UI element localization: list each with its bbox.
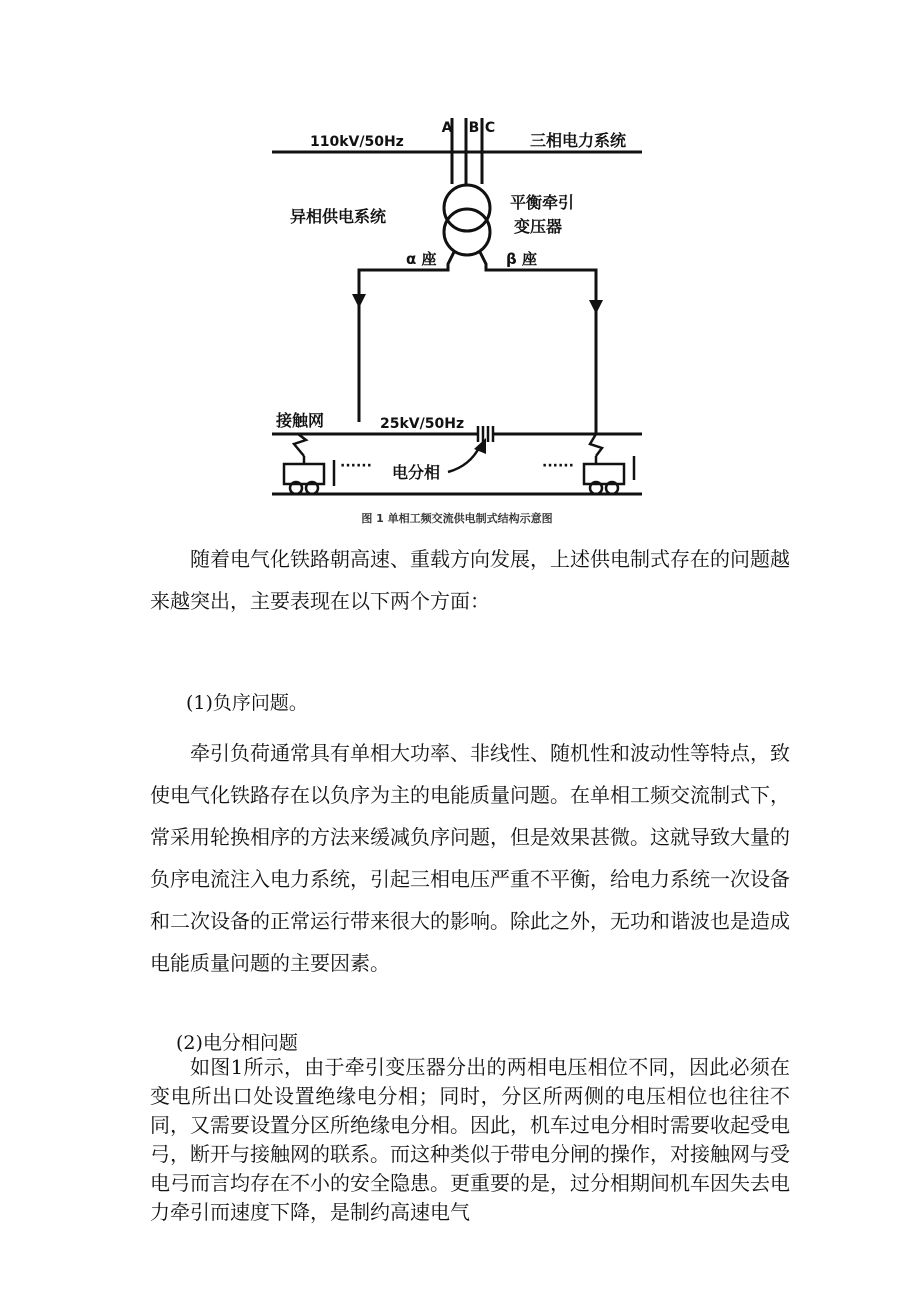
neutral-section-label: 电分相 xyxy=(392,463,441,482)
beta-seat-label: β 座 xyxy=(506,250,537,268)
phase-c-label: C xyxy=(484,120,496,136)
phase-a-label: A xyxy=(441,120,453,136)
dots-left: ······ xyxy=(340,458,372,474)
voltage-top-label: 110kV/50Hz xyxy=(310,134,404,150)
dots-right: ······ xyxy=(542,458,574,474)
heading-neutral-section: (2)电分相问题 xyxy=(176,1032,298,1054)
alpha-seat-label: α 座 xyxy=(406,250,437,268)
heading-negative-sequence: (1)负序问题。 xyxy=(186,692,308,714)
power-supply-diagram xyxy=(262,104,652,532)
right-locomotive xyxy=(584,434,634,494)
three-phase-system-label: 三相电力系统 xyxy=(530,131,627,150)
figure-caption: 图 1 单相工频交流供电制式结构示意图 xyxy=(361,512,553,525)
alpha-feeder-line xyxy=(359,252,454,422)
voltage-bottom-label: 25kV/50Hz xyxy=(380,416,465,432)
intro-paragraph: 随着电气化铁路朝高速、重载方向发展，上述供电制式存在的问题越来越突出，主要表现在以下两个方面： xyxy=(150,547,790,613)
phase-b-label: B xyxy=(468,120,480,136)
catenary-label: 接触网 xyxy=(276,411,325,430)
beta-arrow xyxy=(589,300,603,314)
neutral-section-paragraph: 如图1所示，由于牵引变压器分出的两相电压相位不同，因此必须在变电所出口处设置绝缘电分相；同时，分区所两侧的电压相位也往往不同，又需要设置分区所绝缘电分相。因此，机车过电分相时需要收起受电弓，断开与接触网的联系。而这种类似于带电分闸的操作，对接触网与受电弓而言均存在不小的安全隐患。更重要的是，过分相期间机车因失去电力牵引而速度下降，是制约高速电气 xyxy=(150,1055,790,1224)
left-locomotive xyxy=(284,434,334,494)
diagram-canvas xyxy=(262,104,652,532)
transformer-label-line2: 变压器 xyxy=(514,217,563,236)
negative-sequence-paragraph: 牵引负荷通常具有单相大功率、非线性、随机性和波动性等特点，致使电气化铁路存在以负序为主的电能质量问题。在单相工频交流制式下，常采用轮换相序的方法来缓减负序问题，但是效果甚微。这就导致大量的负序电流注入电力系统，引起三相电压严重不平衡，给电力系统一次设备和二次设备的正常运行带来很大的影响。除此之外，无功和谐波也是造成电能质量问题的主要因素。 xyxy=(150,741,790,975)
beta-feeder-line xyxy=(480,252,596,434)
neutral-pointer xyxy=(448,446,480,472)
different-phase-system-label: 异相供电系统 xyxy=(290,207,387,226)
transformer-label-line1: 平衡牵引 xyxy=(510,193,575,212)
alpha-arrow xyxy=(352,294,366,308)
